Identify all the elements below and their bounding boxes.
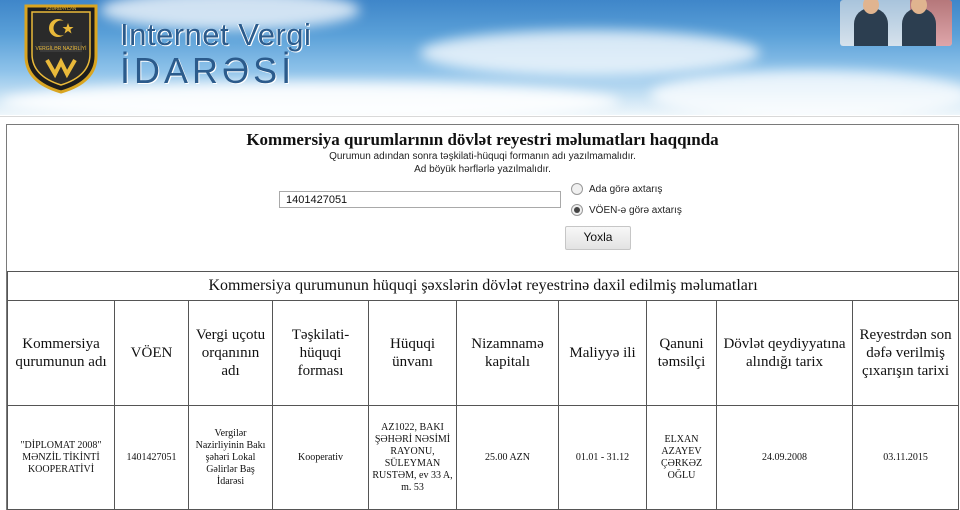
radio-button[interactable] [571, 183, 583, 195]
emblem-top-text: AZƏRBAYCAN [45, 6, 77, 11]
ministry-emblem-icon[interactable] [22, 2, 100, 94]
cell-fiscal-year: 01.01 - 31.12 [559, 406, 647, 510]
radio-button-selected[interactable] [571, 204, 583, 216]
radio-search-by-name[interactable] [571, 183, 662, 195]
cell-legal-form: Kooperativ [273, 406, 369, 510]
registry-search-panel [6, 124, 959, 510]
table-row [8, 406, 959, 510]
person-figure [902, 8, 936, 46]
cell-extract-date: 03.11.2015 [853, 406, 959, 510]
column-header: Qanuni təmsilçi [647, 301, 717, 406]
cloud-decoration [650, 70, 960, 115]
results-table [7, 271, 959, 510]
form-note-line1: Qurumun adından sonra təşkilati-hüquqi formanın adı yazılmamalıdır. [329, 151, 636, 162]
cell-legal-representative: ELXAN AZAYEV ÇƏRKƏZ OĞLU [647, 406, 717, 510]
radio-label: VÖEN-ə görə axtarış [589, 204, 682, 216]
site-header-banner [0, 0, 960, 115]
cell-legal-address: AZ1022, BAKI ŞƏHƏRİ NƏSİMİ RAYONU, SÜLEYMAN RUSTƏM, ev 33 A, m. 53 [369, 406, 457, 510]
form-title: Kommersiya qurumlarının dövlət reyestri məlumatları haqqında [246, 130, 719, 149]
emblem-bottom-text: VERGİLƏR NAZİRLİYİ [35, 46, 87, 52]
search-input[interactable] [279, 191, 561, 208]
column-header: VÖEN [115, 301, 189, 406]
leaders-photo [840, 0, 952, 46]
column-header: Dövlət qeydiyyatına alındığı tarix [717, 301, 853, 406]
column-header: Kommersiya qurumunun adı [8, 301, 115, 406]
cell-tax-authority: Vergilər Nazirliyinin Bakı şəhəri Lokal Gəlirlər Baş İdarəsi [189, 406, 273, 510]
form-note-line2: Ad böyük hərflərlə yazılmalıdır. [414, 164, 551, 175]
table-caption: Kommersiya qurumunun hüquqi şəxslərin dövlət reyestrinə daxil edilmiş məlumatları [8, 272, 959, 301]
radio-search-by-voen[interactable] [571, 204, 682, 216]
cell-charter-capital: 25.00 AZN [457, 406, 559, 510]
cloud-decoration [420, 30, 760, 76]
column-header: Hüquqi ünvanı [369, 301, 457, 406]
cell-company-name: "DİPLOMAT 2008" MƏNZİL TİKİNTİ KOOPERATİVİ [8, 406, 115, 510]
person-figure [854, 8, 888, 46]
check-button[interactable]: Yoxla [565, 226, 631, 250]
radio-label: Ada görə axtarış [589, 183, 663, 195]
cell-registration-date: 24.09.2008 [717, 406, 853, 510]
column-header: Reyestrdən son dəfə verilmiş çıxarışın tarixi [853, 301, 959, 406]
column-header: Təşkilati-hüquqi forması [273, 301, 369, 406]
cell-voen: 1401427051 [115, 406, 189, 510]
column-header: Vergi uçotu orqanının adı [189, 301, 273, 406]
brand-title-line1[interactable]: Internet Vergi [120, 17, 312, 52]
brand-title-line2[interactable]: İDARƏSİ [120, 50, 296, 91]
column-header: Nizamnamə kapitalı [457, 301, 559, 406]
column-header: Maliyyə ili [559, 301, 647, 406]
